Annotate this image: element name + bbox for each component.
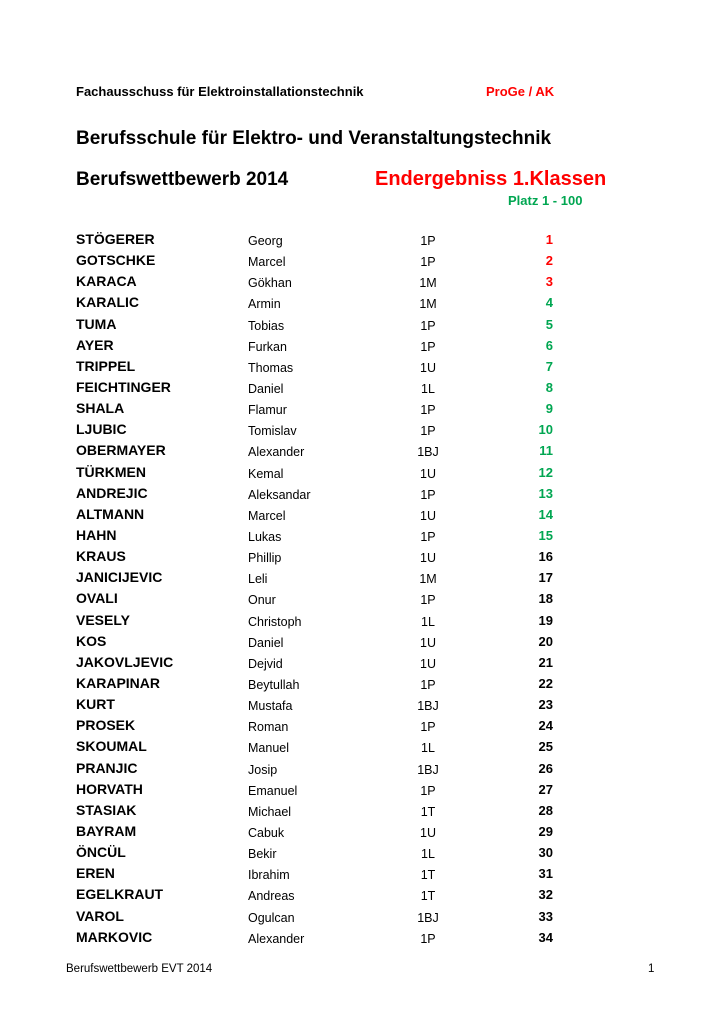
rank-cell: 29	[538, 823, 553, 839]
rank-cell: 32	[538, 887, 553, 903]
firstname-cell: Gökhan	[248, 276, 292, 291]
result-row	[0, 928, 725, 949]
rank-cell: 17	[538, 570, 553, 586]
class-cell: 1P	[420, 677, 436, 692]
class-cell: 1P	[420, 593, 436, 608]
surname-cell: KRAUS	[76, 548, 126, 565]
result-row	[0, 632, 725, 653]
result-row	[0, 568, 725, 589]
rank-cell: 10	[538, 422, 553, 438]
footer-text: Berufswettbewerb EVT 2014	[66, 963, 213, 975]
rank-cell: 30	[538, 845, 553, 861]
class-cell: 1U	[420, 635, 436, 650]
surname-cell: PRANJIC	[76, 759, 138, 776]
surname-cell: STÖGERER	[76, 231, 155, 247]
surname-cell: FEICHTINGER	[76, 378, 171, 395]
surname-cell: KOS	[76, 632, 107, 649]
rank-cell: 7	[545, 358, 553, 374]
result-row	[0, 272, 725, 293]
rank-cell: 25	[538, 739, 553, 755]
result-title: Endergebniss 1.Klassen	[375, 168, 607, 190]
rank-cell: 13	[538, 485, 553, 501]
firstname-cell: Aleksandar	[248, 487, 311, 502]
class-cell: 1T	[420, 889, 436, 904]
result-row	[0, 420, 725, 441]
header-tag: ProGe / AK	[486, 84, 555, 99]
firstname-cell: Josip	[248, 762, 278, 777]
surname-cell: TRIPPEL	[76, 357, 136, 374]
class-cell: 1P	[420, 318, 436, 333]
class-cell: 1P	[420, 234, 436, 248]
result-row	[0, 230, 725, 251]
firstname-cell: Lukas	[248, 529, 282, 544]
result-row	[0, 336, 725, 357]
class-cell: 1L	[421, 847, 435, 862]
result-row	[0, 399, 725, 420]
rank-cell: 3	[545, 274, 553, 290]
firstname-cell: Leli	[248, 572, 268, 587]
result-row	[0, 759, 725, 780]
firstname-cell: Emanuel	[248, 783, 298, 798]
firstname-cell: Alexander	[248, 445, 305, 460]
result-row	[0, 737, 725, 758]
class-cell: 1BJ	[417, 699, 439, 714]
surname-cell: PROSEK	[76, 717, 136, 734]
class-cell: 1M	[419, 572, 437, 587]
class-cell: 1BJ	[417, 910, 439, 925]
firstname-cell: Michael	[248, 804, 292, 819]
class-cell: 1P	[420, 424, 436, 439]
surname-cell: SHALA	[76, 400, 125, 417]
result-row	[0, 843, 725, 864]
class-cell: 1L	[421, 614, 435, 629]
surname-cell: MARKOVIC	[76, 928, 153, 945]
surname-cell: ALTMANN	[76, 505, 145, 522]
page-number: 1	[648, 963, 655, 975]
result-row	[0, 885, 725, 906]
surname-cell: ANDREJIC	[76, 484, 148, 501]
rank-cell: 6	[545, 337, 553, 353]
rank-cell: 24	[538, 718, 553, 734]
firstname-cell: Furkan	[248, 339, 287, 354]
firstname-cell: Georg	[248, 234, 283, 248]
firstname-cell: Roman	[248, 720, 289, 735]
result-row	[0, 907, 725, 928]
surname-cell: JANICIJEVIC	[76, 569, 163, 586]
firstname-cell: Alexander	[248, 931, 305, 946]
rank-cell: 27	[538, 781, 553, 797]
surname-cell: EREN	[76, 865, 115, 882]
class-cell: 1T	[420, 804, 436, 819]
firstname-cell: Phillip	[248, 551, 282, 566]
school-title: Berufsschule für Elektro- und Veranstaltungstechnik	[76, 128, 552, 149]
result-row	[0, 505, 725, 526]
firstname-cell: Dejvid	[248, 656, 283, 671]
surname-cell: SKOUMAL	[76, 738, 147, 755]
result-row	[0, 695, 725, 716]
surname-cell: LJUBIC	[76, 421, 127, 438]
surname-cell: EGELKRAUT	[76, 886, 164, 903]
result-row	[0, 822, 725, 843]
rank-cell: 23	[538, 697, 553, 713]
class-cell: 1P	[420, 487, 436, 502]
rank-cell: 11	[539, 443, 553, 459]
result-row	[0, 251, 725, 272]
result-row	[0, 441, 725, 462]
rank-cell: 5	[545, 316, 553, 332]
class-cell: 1BJ	[417, 445, 439, 460]
result-row	[0, 315, 725, 336]
surname-cell: HAHN	[76, 526, 117, 543]
class-cell: 1P	[420, 931, 436, 946]
rank-cell: 26	[538, 760, 553, 776]
result-row	[0, 547, 725, 568]
class-cell: 1P	[420, 339, 436, 354]
rank-cell: 19	[538, 612, 553, 628]
result-row	[0, 526, 725, 547]
firstname-cell: Ibrahim	[248, 868, 290, 883]
class-cell: 1BJ	[417, 762, 439, 777]
class-cell: 1M	[419, 276, 437, 291]
class-cell: 1U	[420, 360, 436, 375]
result-row	[0, 484, 725, 505]
surname-cell: VAROL	[76, 907, 124, 924]
firstname-cell: Daniel	[248, 635, 284, 650]
class-cell: 1T	[420, 868, 436, 883]
result-row	[0, 653, 725, 674]
result-row	[0, 801, 725, 822]
class-cell: 1M	[419, 297, 437, 312]
rank-cell: 20	[538, 633, 553, 649]
firstname-cell: Kemal	[248, 466, 284, 481]
class-cell: 1P	[420, 720, 436, 735]
rank-cell: 1	[545, 232, 553, 247]
class-cell: 1L	[421, 381, 435, 396]
result-row	[0, 611, 725, 632]
surname-cell: JAKOVLJEVIC	[76, 653, 174, 670]
class-cell: 1L	[421, 741, 435, 756]
result-row	[0, 378, 725, 399]
result-row	[0, 780, 725, 801]
firstname-cell: Marcel	[248, 508, 286, 523]
class-cell: 1P	[420, 529, 436, 544]
firstname-cell: Daniel	[248, 381, 284, 396]
firstname-cell: Andreas	[248, 889, 295, 904]
results-list	[0, 230, 725, 949]
class-cell: 1P	[420, 403, 436, 418]
result-row	[0, 357, 725, 378]
rank-cell: 2	[545, 253, 553, 269]
firstname-cell: Flamur	[248, 403, 287, 418]
competition-title: Berufswettbewerb 2014	[76, 169, 289, 190]
firstname-cell: Tobias	[248, 318, 285, 333]
rank-cell: 15	[538, 527, 553, 543]
firstname-cell: Marcel	[248, 255, 286, 270]
result-row	[0, 463, 725, 484]
class-cell: 1U	[420, 551, 436, 566]
rank-cell: 33	[538, 908, 553, 924]
range-label: Platz 1 - 100	[508, 193, 583, 208]
surname-cell: VESELY	[76, 611, 130, 628]
class-cell: 1U	[420, 508, 436, 523]
surname-cell: KARAPINAR	[76, 674, 160, 691]
rank-cell: 4	[545, 295, 553, 311]
surname-cell: KARACA	[76, 273, 137, 290]
class-cell: 1U	[420, 466, 436, 481]
organisation-header: Fachausschuss für Elektroinstallationstechnik	[76, 84, 364, 99]
result-row	[0, 674, 725, 695]
result-row	[0, 293, 725, 314]
firstname-cell: Thomas	[248, 360, 294, 375]
firstname-cell: Bekir	[248, 847, 277, 862]
rank-cell: 22	[538, 675, 553, 691]
surname-cell: TUMA	[76, 315, 117, 332]
class-cell: 1P	[420, 255, 436, 270]
rank-cell: 14	[538, 506, 553, 522]
surname-cell: KURT	[76, 696, 115, 713]
surname-cell: AYER	[76, 336, 114, 353]
class-cell: 1U	[420, 656, 436, 671]
firstname-cell: Manuel	[248, 741, 289, 756]
firstname-cell: Christoph	[248, 614, 302, 629]
surname-cell: ÖNCÜL	[76, 844, 126, 861]
firstname-cell: Ogulcan	[248, 910, 295, 925]
rank-cell: 18	[538, 591, 553, 607]
surname-cell: OVALI	[76, 590, 118, 607]
rank-cell: 8	[545, 379, 553, 395]
surname-cell: KARALIC	[76, 294, 139, 311]
rank-cell: 21	[538, 654, 553, 670]
class-cell: 1U	[420, 825, 436, 840]
class-cell: 1P	[420, 783, 436, 798]
result-row	[0, 716, 725, 737]
rank-cell: 16	[538, 549, 553, 565]
rank-cell: 12	[538, 464, 553, 480]
firstname-cell: Beytullah	[248, 677, 300, 692]
firstname-cell: Tomislav	[248, 424, 297, 439]
surname-cell: OBERMAYER	[76, 442, 166, 459]
result-row	[0, 864, 725, 885]
surname-cell: BAYRAM	[76, 822, 137, 839]
firstname-cell: Cabuk	[248, 825, 285, 840]
firstname-cell: Mustafa	[248, 699, 293, 714]
firstname-cell: Armin	[248, 297, 281, 312]
surname-cell: TÜRKMEN	[76, 463, 146, 480]
firstname-cell: Onur	[248, 593, 276, 608]
surname-cell: GOTSCHKE	[76, 252, 156, 269]
result-row	[0, 589, 725, 610]
rank-cell: 31	[538, 866, 553, 882]
surname-cell: STASIAK	[76, 801, 137, 818]
rank-cell: 28	[538, 802, 553, 818]
surname-cell: HORVATH	[76, 780, 143, 797]
rank-cell: 34	[538, 929, 553, 945]
rank-cell: 9	[545, 401, 553, 417]
